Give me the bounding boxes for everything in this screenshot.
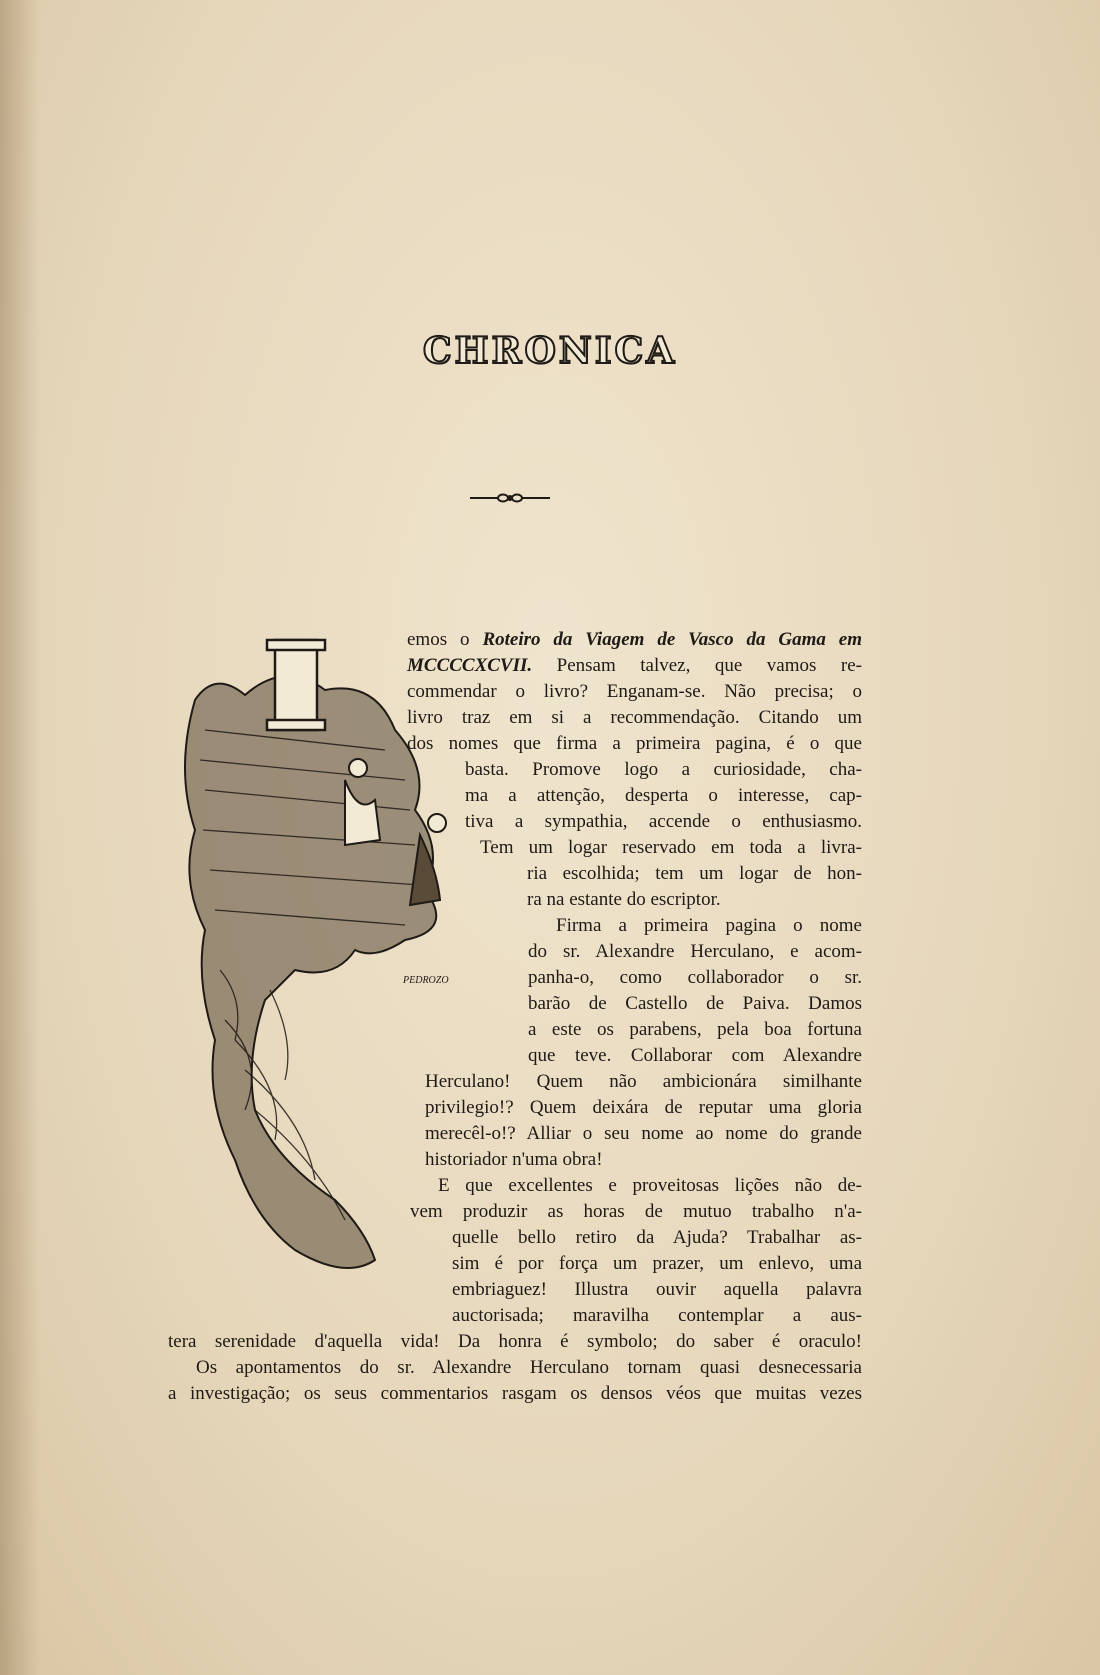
paragraph-1 — [407, 627, 862, 757]
paragraph-2-cont — [425, 1069, 862, 1173]
artist-signature: PEDROZO — [403, 975, 449, 986]
text-line: embriaguez! Illustra ouvir aquella palavra — [452, 1279, 862, 1300]
text-line: ria escolhida; tem um logar de hon- — [527, 863, 862, 884]
paragraph-3 — [410, 1173, 862, 1225]
text-line: panha-o, como collaborador o sr. — [528, 967, 862, 988]
text-line: MCCCCXCVII. Pensam talvez, que vamos re- — [407, 655, 862, 676]
paragraph-3-cont — [452, 1225, 862, 1329]
text-line: tiva a sympathia, accende o enthusiasmo. — [465, 811, 862, 832]
text-line: que teve. Collaborar com Alexandre — [528, 1045, 862, 1066]
text-line: dos nomes que firma a primeira pagina, é o que — [407, 733, 862, 754]
paragraph-2 — [528, 913, 862, 1069]
text-line: tera serenidade d'aquella vida! Da honra é symbolo; do saber é oraculo! — [168, 1331, 862, 1352]
paragraph-1-cont — [465, 757, 862, 835]
text-line: livro traz em si a recommendação. Citando um — [407, 707, 862, 728]
paragraph-4 — [168, 1355, 862, 1407]
text-line: basta. Promove logo a curiosidade, cha- — [465, 759, 862, 780]
text-line: privilegio!? Quem deixára de reputar uma gloria — [425, 1097, 862, 1118]
text-line: do sr. Alexandre Herculano, e acom- — [528, 941, 862, 962]
text-line: Os apontamentos do sr. Alexandre Herculano tornam quasi desnecessaria — [196, 1357, 862, 1378]
text-line: ra na estante do escriptor. — [527, 889, 721, 910]
text-line: ma a attenção, desperta o interesse, cap- — [465, 785, 862, 806]
gutter-shadow — [0, 0, 40, 1675]
text-line: a investigação; os seus commentarios rasgam os densos véos que muitas vezes — [168, 1383, 862, 1404]
paragraph-1-cont2 — [480, 835, 862, 861]
text-line: historiador n'uma obra! — [425, 1149, 603, 1170]
paragraph-3-end — [168, 1329, 862, 1355]
text-line: Tem um logar reservado em toda a livra- — [480, 837, 862, 858]
text-line: emos o Roteiro da Viagem de Vasco da Gama em — [407, 629, 863, 650]
text-line: sim é por força um prazer, um enlevo, uma — [452, 1253, 862, 1274]
text-line: barão de Castello de Paiva. Damos — [528, 993, 862, 1014]
text-line: auctorisada; maravilha contemplar a aus- — [452, 1305, 862, 1326]
text-line: commendar o livro? Enganam-se. Não precisa; o — [407, 681, 862, 702]
text-line: vem produzir as horas de mutuo trabalho n'a- — [410, 1201, 862, 1222]
page-title: CHRONICA — [422, 330, 678, 372]
text-line: merecêl-o!? Alliar o seu nome ao nome do grande — [425, 1123, 862, 1144]
text-line: Firma a primeira pagina o nome — [556, 915, 862, 936]
paragraph-1-cont3 — [527, 861, 862, 913]
text-line: quelle bello retiro da Ajuda? Trabalhar as- — [452, 1227, 862, 1248]
text-line: Herculano! Quem não ambicionára similhante — [425, 1071, 862, 1092]
text-line: E que excellentes e proveitosas lições não de- — [438, 1175, 862, 1196]
ornament-divider — [470, 492, 550, 504]
text-line: a este os parabens, pela boa fortuna — [528, 1019, 862, 1040]
dropcap-illustration — [175, 640, 449, 1290]
